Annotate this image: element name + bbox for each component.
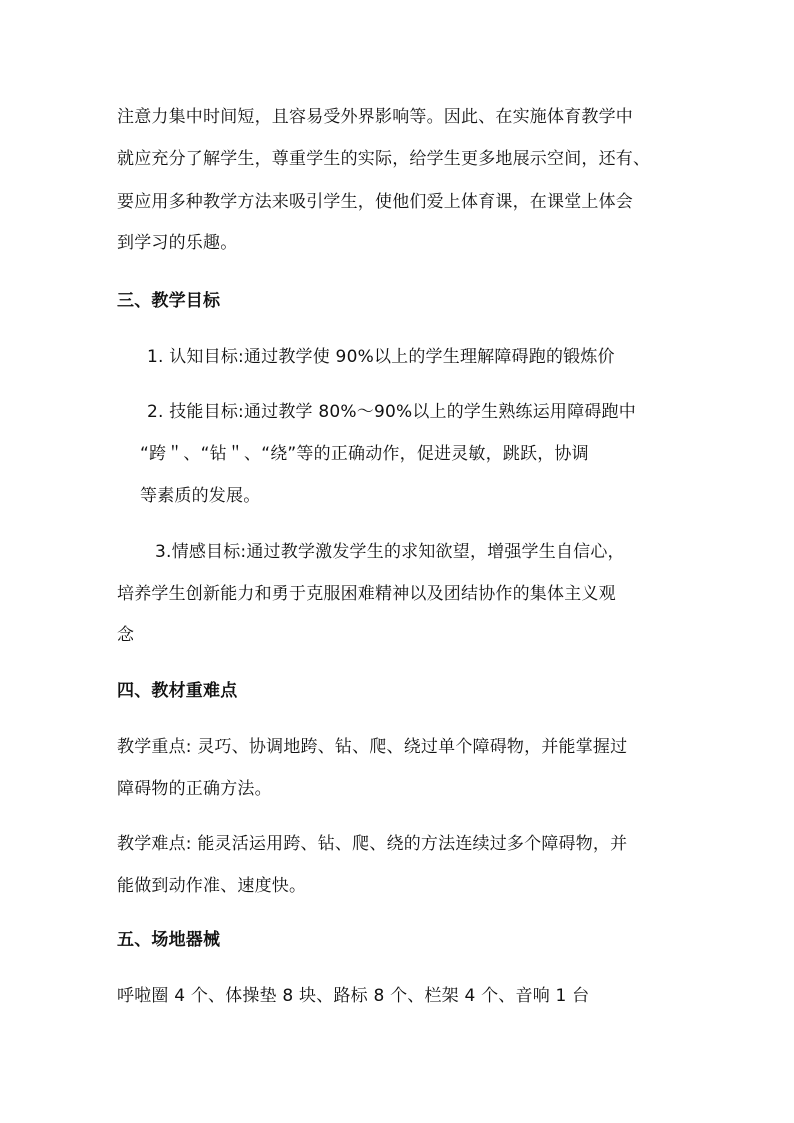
difficult-point-line-1: 教学难点: 能灵活运用跨、钻、爬、绕的方法连续过多个障碍物，并 xyxy=(117,834,628,854)
section-heading-teaching-goals: 三、教学目标 xyxy=(117,291,221,311)
goal-skill-line-2: “跨＂、“钻＂、“绕”等的正确动作，促进灵敏，跳跃，协调 xyxy=(140,444,589,464)
intro-line-3: 要应用多种教学方法来吸引学生，使他们爱上体育课，在课堂上体会 xyxy=(117,192,633,212)
section-heading-key-points: 四、教材重难点 xyxy=(117,681,238,701)
intro-line-1: 注意力集中时间短，且容易受外界影响等。因此、在实施体育教学中 xyxy=(117,107,633,127)
goal-skill-line-1: 2. 技能目标:通过教学 80%～90%以上的学生熟练运用障碍跑中 xyxy=(147,402,636,422)
goal-emotion-line-2: 培养学生创新能力和勇于克服困难精神以及团结协作的集体主义观 xyxy=(117,584,616,604)
goal-emotion-line-3: 念 xyxy=(117,625,135,645)
intro-line-2: 就应充分了解学生，尊重学生的实际，给学生更多地展示空间，还有、 xyxy=(117,149,651,169)
goal-skill-line-3: 等素质的发展。 xyxy=(140,486,261,506)
key-point-line-2: 障碍物的正确方法。 xyxy=(117,779,272,799)
intro-line-4: 到学习的乐趣。 xyxy=(117,233,238,253)
difficult-point-line-2: 能做到动作准、速度快。 xyxy=(117,876,307,896)
equipment-list: 呼啦圈 4 个、体操垫 8 块、路标 8 个、栏架 4 个、音响 1 台 xyxy=(117,986,590,1006)
goal-cognitive: 1. 认知目标:通过教学使 90%以上的学生理解障碍跑的锻炼价 xyxy=(147,347,615,367)
key-point-line-1: 教学重点: 灵巧、协调地跨、钻、爬、绕过单个障碍物，并能掌握过 xyxy=(117,737,628,757)
section-heading-equipment: 五、场地器械 xyxy=(117,930,221,950)
goal-emotion-line-1: 3.情感目标:通过教学激发学生的求知欲望，增强学生自信心， xyxy=(155,542,625,562)
